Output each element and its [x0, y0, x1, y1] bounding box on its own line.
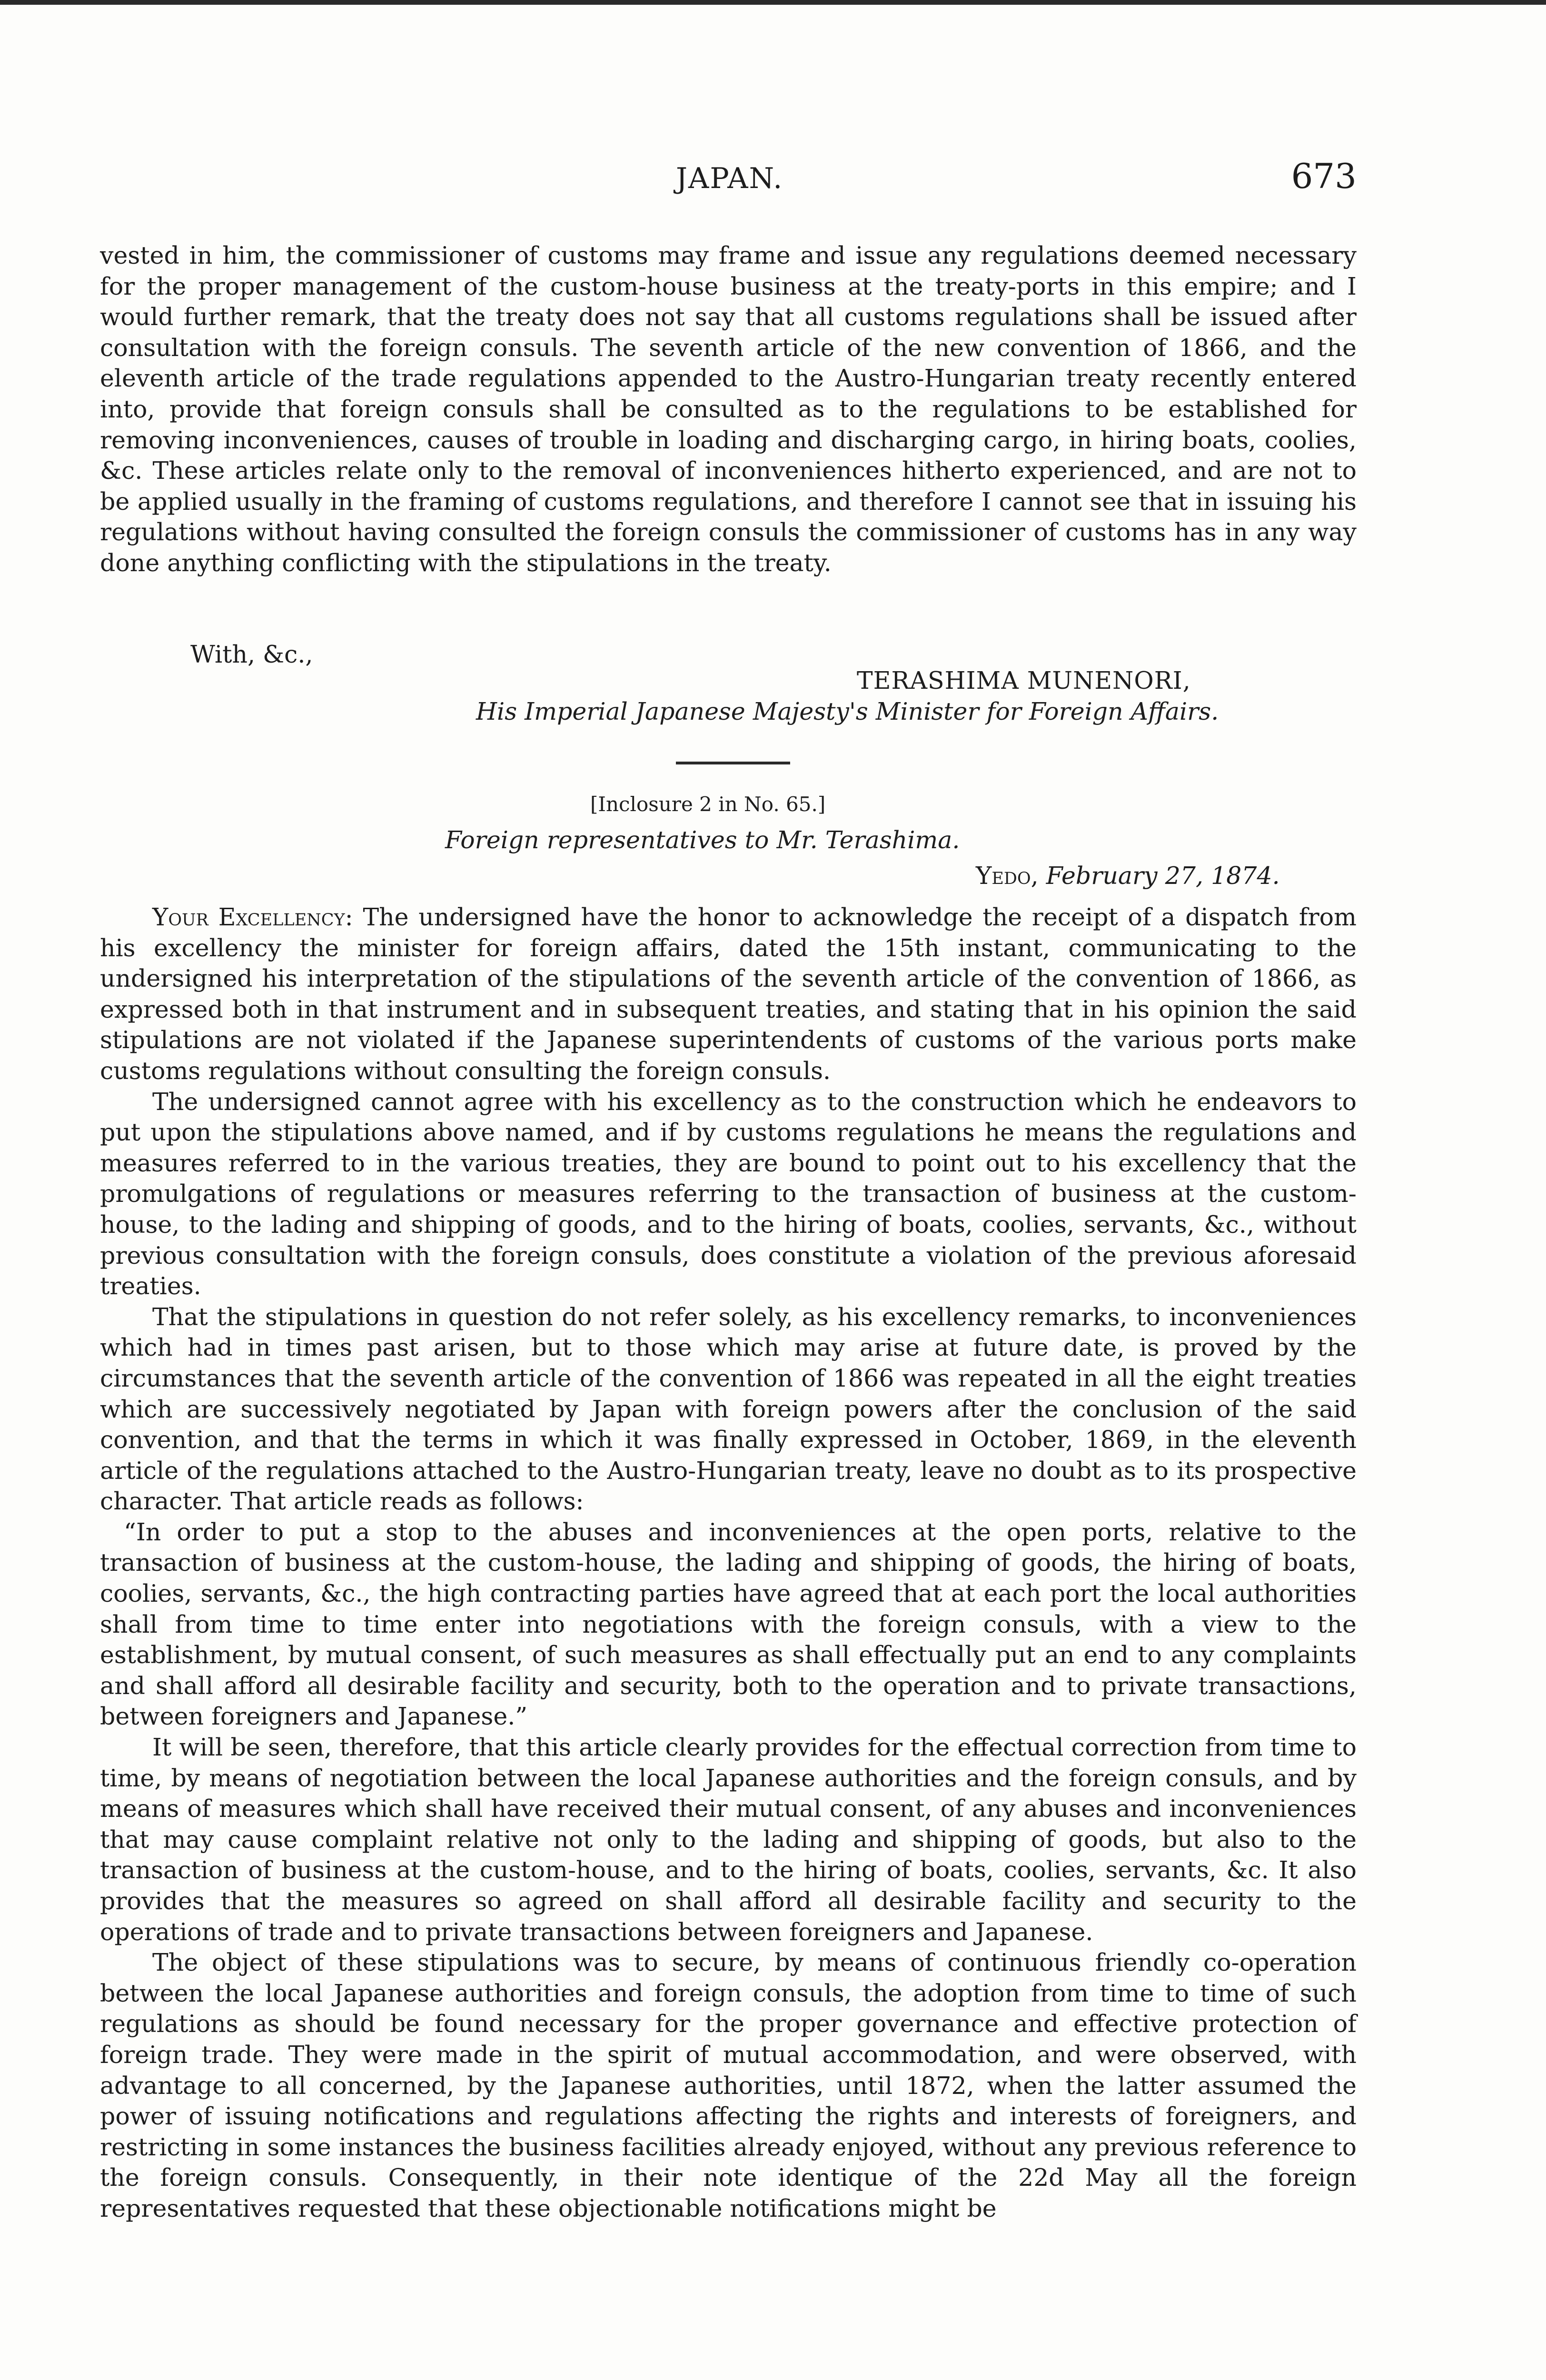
- letter-two-body: [100, 902, 1357, 2224]
- top-border-rule: [0, 0, 1546, 5]
- paragraph-2: The undersigned cannot agree with his excellency as to the construction which he endeavors to put upon the stipulations above named, and if by customs regulations he means the regulations and measures referred to in the various treaties, they are bound to point out to his excellency that the promulgations of regulations or measures referring to the transaction of business at the custom-house, to the lading and shipping of goods, and to the hiring of boats, coolies, servants, &c., without previous consultation with the foreign consuls, does constitute a violation of the previous aforesaid treaties.: [100, 1087, 1357, 1300]
- page-number: 673: [1291, 156, 1357, 196]
- dateline: [976, 862, 1280, 890]
- paragraph-6: The object of these stipulations was to secure, by means of continuous friendly co-operation between the local Japanese authorities and foreign consuls, the adoption from time to time of such regulations as should be found necessary for the proper governance and effective protection of foreign trade. They were made in the spirit of mutual accommodation, and were observed, with advantage to all concerned, by the Japanese authorities, until 1872, when the latter assumed the power of issuing notifications and regulations affecting the rights and interests of foreigners, and restricting in some instances the business facilities already enjoyed, without any previous reference to the foreign consuls. Consequently, in their note identique of the 22d May all the foreign representatives requested that these objectionable notifications might be: [100, 1948, 1357, 2222]
- running-title: JAPAN.: [676, 162, 783, 195]
- paragraph-5: It will be seen, therefore, that this article clearly provides for the effectual correction from time to time, by means of negotiation between the local Japanese authorities and the foreign consuls, and by means of measures which shall have received their mutual consent, of any abuses and inconveniences that may cause complaint relative not only to the lading and shipping of goods, but also to the transaction of business at the custom-house, and to the hiring of boats, coolies, servants, &c. It also provides that the measures so agreed on shall afford all desirable facility and security to the operations of trade and to private transactions between foreigners and Japanese.: [100, 1733, 1357, 1946]
- page-header: [100, 157, 1357, 214]
- quoted-article: “In order to put a stop to the abuses and inconveniences at the open ports, relative to the transaction of business at the custom-house, the lading and shipping of goods, the hiring of boats, coolies, servants, &c., the high contracting parties have agreed that at each port the local authorities shall from time to time enter into negotiations with the foreign consuls, with a view to the establishment, by mutual consent, of such measures as shall effectually put an end to any complaints and shall afford all desirable facility and security, both to the operation and to private transactions, between foreigners and Japanese.”: [100, 1517, 1357, 1731]
- dateline-place: Yedo,: [976, 862, 1039, 890]
- signature-title: His Imperial Japanese Majesty's Minister for Foreign Affairs.: [476, 697, 1219, 725]
- dateline-date: February 27, 1874.: [1046, 862, 1280, 890]
- letter-body: vested in him, the commissioner of customs may frame and issue any regulations deemed necessary for the proper management of the custom-house business at the treaty-ports in this empire; and I would further remark, that the treaty does not say that all customs regulations shall be issued after consultation with the foreign consuls. The seventh article of the new convention of 1866, and the eleventh article of the trade regulations appended to the Austro-Hungarian treaty recently entered into, provide that foreign consuls shall be consulted as to the regulations to be established for removing inconveniences, causes of trouble in loading and discharging cargo, in hiring boats, coolies, &c. These articles relate only to the removal of inconveniences hitherto experienced, and are not to be applied usually in the framing of customs regulations, and therefore I cannot see that in issuing his regulations without having consulted the foreign consuls the commissioner of customs has in any way done anything conflicting with the stipulations in the treaty.: [100, 241, 1357, 577]
- letter-closing: With, &c.,: [190, 640, 313, 668]
- letter-heading: Foreign representatives to Mr. Terashima.: [445, 826, 960, 854]
- paragraph-1: [100, 902, 1357, 1087]
- paragraph-3: That the stipulations in question do not refer solely, as his excellency remarks, to inconveniences which had in times past arisen, but to those which may arise at future date, is proved by the circumstances that the seventh article of the convention of 1866 was repeated in all the eight treaties which are successively negotiated by Japan with foreign powers after the conclusion of the said convention, and that the terms in which it was finally expressed in October, 1869, in the eleventh article of the regulations attached to the Austro-Hungarian treaty, leave no doubt as to its prospective character. That article reads as follows:: [100, 1302, 1357, 1516]
- salutation: Your Excellency:: [152, 903, 353, 931]
- signature-name: TERASHIMA MUNENORI,: [857, 666, 1191, 694]
- section-divider: [676, 762, 790, 764]
- inclosure-label: [Inclosure 2 in No. 65.]: [590, 793, 826, 816]
- letter-continuation: [100, 240, 1357, 579]
- paragraph-1-text: The undersigned have the honor to acknowledge the receipt of a dispatch from his excellency the minister for foreign affairs, dated the 15th instant, communicating to the undersigned his interpretation of the stipulations of the seventh article of the convention of 1866, as expressed both in that instrument and in subsequent treaties, and stating that in his opinion the said stipulations are not violated if the Japanese superintendents of customs of the various ports make customs regulations without consulting the foreign consuls.: [100, 903, 1357, 1085]
